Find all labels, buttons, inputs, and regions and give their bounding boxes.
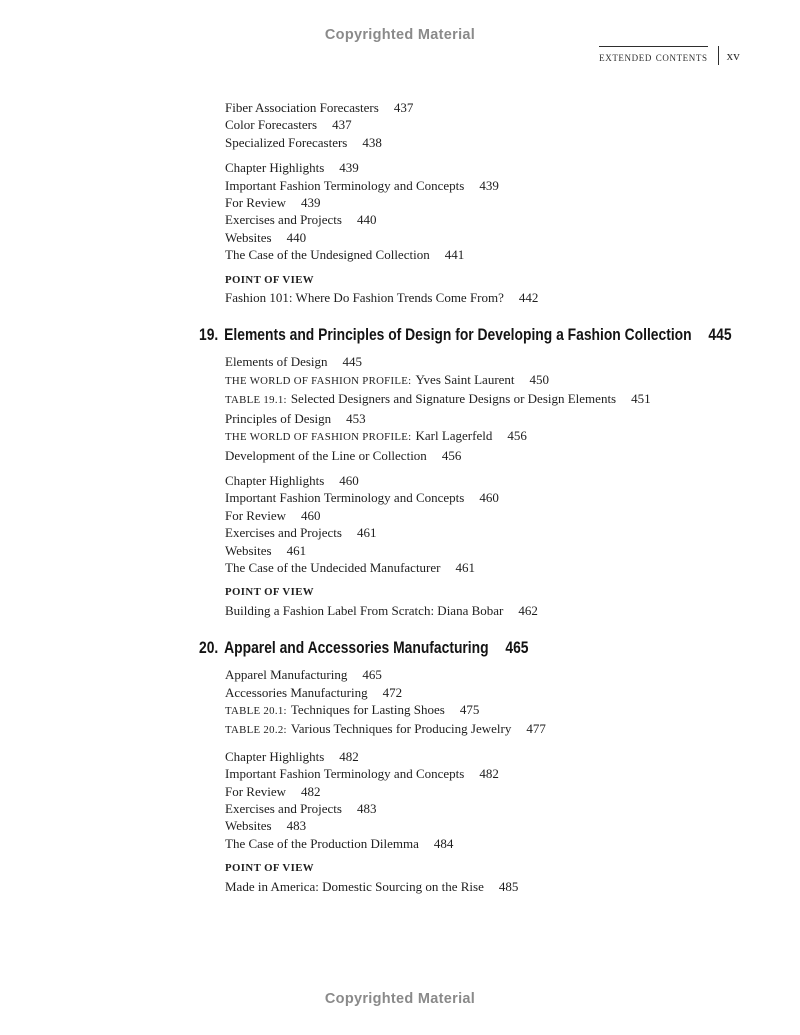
toc-entry xyxy=(225,116,800,133)
entry-title: Fashion 101: Where Do Fashion Trends Come From? xyxy=(225,290,504,306)
entry-page-number: 453 xyxy=(346,410,366,426)
entry-page-number: 477 xyxy=(526,721,546,737)
toc-entry xyxy=(225,390,800,409)
toc-group xyxy=(0,666,800,740)
running-head-title: extended contents xyxy=(599,46,707,65)
toc-entry xyxy=(225,447,800,464)
toc-entry xyxy=(225,524,800,541)
toc-entry xyxy=(225,427,800,446)
chapter-number: 20. xyxy=(199,639,219,658)
entry-page-number: 439 xyxy=(339,160,359,176)
toc-entry xyxy=(225,817,800,834)
entry-page-number: 437 xyxy=(332,117,352,133)
toc-entry xyxy=(225,507,800,524)
entry-page-number: 465 xyxy=(362,667,382,683)
toc-group xyxy=(0,159,800,263)
entry-title: Important Fashion Terminology and Concepts xyxy=(225,177,465,193)
toc-group xyxy=(0,472,800,576)
entry-page-number: 482 xyxy=(301,783,321,799)
chapter-title: Elements and Principles of Design for Developing a Fashion Collection xyxy=(224,326,692,345)
entry-page-number: 440 xyxy=(356,212,377,228)
chapter-page-number: 445 xyxy=(708,326,732,345)
entry-page-number: 485 xyxy=(498,878,519,894)
entry-page-number: 461 xyxy=(356,525,377,541)
toc-group xyxy=(0,99,800,151)
entry-page-number: 472 xyxy=(382,684,403,700)
entry-title: Websites xyxy=(225,542,272,558)
toc-group xyxy=(0,748,800,852)
toc-entry xyxy=(225,748,800,765)
entry-page-number: 460 xyxy=(339,472,359,488)
entry-title: Made in America: Domestic Sourcing on the Rise xyxy=(225,878,484,894)
entry-title: Specialized Forecasters xyxy=(225,134,348,150)
entry-title: Various Techniques for Producing Jewelry xyxy=(290,721,512,737)
entry-title: Color Forecasters xyxy=(225,117,318,133)
toc-entry xyxy=(225,211,800,228)
toc xyxy=(0,99,800,903)
toc-entry xyxy=(225,99,800,116)
entry-page-number: 475 xyxy=(459,701,480,717)
chapter-page-number: 465 xyxy=(505,639,529,658)
entry-page-number: 456 xyxy=(441,447,462,463)
entry-title: For Review xyxy=(225,507,287,523)
running-head xyxy=(599,46,740,65)
entry-title: Important Fashion Terminology and Concepts xyxy=(225,766,465,782)
entry-page-number: 482 xyxy=(339,748,359,764)
toc-entry xyxy=(225,783,800,800)
toc-entry xyxy=(225,194,800,211)
entry-title: The Case of the Production Dilemma xyxy=(225,835,419,851)
toc-group xyxy=(0,353,800,463)
entry-title: Building a Fashion Label From Scratch: Diana Bobar xyxy=(225,602,504,618)
entry-page-number: 445 xyxy=(342,354,363,370)
entry-title: Chapter Highlights xyxy=(225,472,325,488)
entry-page-number: 451 xyxy=(631,391,651,407)
entry-title: The Case of the Undecided Manufacturer xyxy=(225,559,441,575)
toc-entry xyxy=(225,666,800,683)
entry-page-number: 460 xyxy=(479,490,499,506)
chapter-title: Apparel and Accessories Manufacturing xyxy=(224,639,489,658)
entry-title: Accessories Manufacturing xyxy=(225,684,368,700)
point-of-view-label: POINT OF VIEW xyxy=(225,862,314,875)
point-of-view-label: POINT OF VIEW xyxy=(225,586,314,599)
toc-entry xyxy=(225,720,800,739)
toc-entry xyxy=(225,410,800,427)
entry-prefix: TABLE 20.1: xyxy=(225,704,287,717)
entry-title: Exercises and Projects xyxy=(225,801,342,816)
entry-page-number: 483 xyxy=(286,818,307,834)
entry-title: Websites xyxy=(225,229,272,245)
entry-page-number: 456 xyxy=(507,428,527,444)
entry-page-number: 437 xyxy=(393,100,414,115)
entry-page-number: 439 xyxy=(479,177,499,193)
toc-entry xyxy=(225,878,800,895)
toc-entry xyxy=(225,134,800,151)
entry-page-number: 439 xyxy=(301,195,321,211)
entry-page-number: 461 xyxy=(286,542,307,558)
toc-entry xyxy=(225,159,800,176)
toc-entry xyxy=(225,229,800,246)
entry-title: Yves Saint Laurent xyxy=(415,371,515,387)
entry-page-number: 461 xyxy=(455,559,475,575)
point-of-view-block xyxy=(0,860,800,895)
toc-entry xyxy=(225,765,800,782)
toc-entry xyxy=(225,602,800,619)
entry-prefix: TABLE 19.1: xyxy=(225,394,287,407)
entry-title: Principles of Design xyxy=(225,410,332,426)
entry-page-number: 462 xyxy=(518,602,538,618)
entry-page-number: 441 xyxy=(444,247,465,263)
copyright-notice-top: Copyrighted Material xyxy=(324,27,476,43)
toc-entry xyxy=(225,472,800,489)
entry-title: Exercises and Projects xyxy=(225,212,342,228)
toc-entry xyxy=(225,559,800,576)
toc-entry xyxy=(225,289,800,306)
entry-title: For Review xyxy=(225,195,287,211)
entry-page-number: 450 xyxy=(529,371,550,387)
toc-entry xyxy=(225,489,800,506)
chapter-number: 19. xyxy=(199,326,219,345)
entry-page-number: 460 xyxy=(301,507,321,523)
toc-entry xyxy=(225,177,800,194)
toc-entry xyxy=(225,371,800,390)
entry-prefix: THE WORLD OF FASHION PROFILE: xyxy=(225,374,412,387)
entry-prefix: TABLE 20.2: xyxy=(225,724,287,737)
entry-title: Chapter Highlights xyxy=(225,748,325,764)
entry-page-number: 483 xyxy=(356,801,377,816)
toc-entry xyxy=(225,542,800,559)
toc-entry xyxy=(225,701,800,720)
toc-entry xyxy=(225,246,800,263)
entry-title: Selected Designers and Signature Designs or Design Elements xyxy=(290,391,617,407)
entry-title: Development of the Line or Collection xyxy=(225,447,427,463)
point-of-view-label: POINT OF VIEW xyxy=(225,273,314,286)
chapter-heading xyxy=(199,637,704,659)
point-of-view-block xyxy=(0,584,800,619)
entry-page-number: 440 xyxy=(286,229,307,245)
entry-title: Fiber Association Forecasters xyxy=(225,100,379,115)
entry-page-number: 484 xyxy=(433,835,454,851)
entry-prefix: THE WORLD OF FASHION PROFILE: xyxy=(225,431,412,444)
entry-page-number: 438 xyxy=(362,134,382,150)
toc-entry xyxy=(225,835,800,852)
entry-title: Karl Lagerfeld xyxy=(415,428,493,444)
copyright-notice-bottom: Copyrighted Material xyxy=(324,991,476,1007)
toc-entry xyxy=(225,684,800,701)
toc-entry xyxy=(225,800,800,817)
entry-title: The Case of the Undesigned Collection xyxy=(225,247,430,263)
entry-page-number: 482 xyxy=(479,766,499,782)
entry-title: Elements of Design xyxy=(225,354,328,370)
entry-page-number: 442 xyxy=(518,290,539,306)
chapter-heading xyxy=(199,324,732,346)
running-head-divider xyxy=(718,46,719,65)
entry-title: Exercises and Projects xyxy=(225,525,342,541)
entry-title: Apparel Manufacturing xyxy=(225,667,348,683)
entry-title: Websites xyxy=(225,818,272,834)
entry-title: For Review xyxy=(225,783,287,799)
point-of-view-block xyxy=(0,272,800,307)
entry-title: Chapter Highlights xyxy=(225,160,325,176)
page-number: xv xyxy=(726,48,740,63)
entry-title: Important Fashion Terminology and Concepts xyxy=(225,490,465,506)
entry-title: Techniques for Lasting Shoes xyxy=(290,701,445,717)
toc-entry xyxy=(225,353,800,370)
